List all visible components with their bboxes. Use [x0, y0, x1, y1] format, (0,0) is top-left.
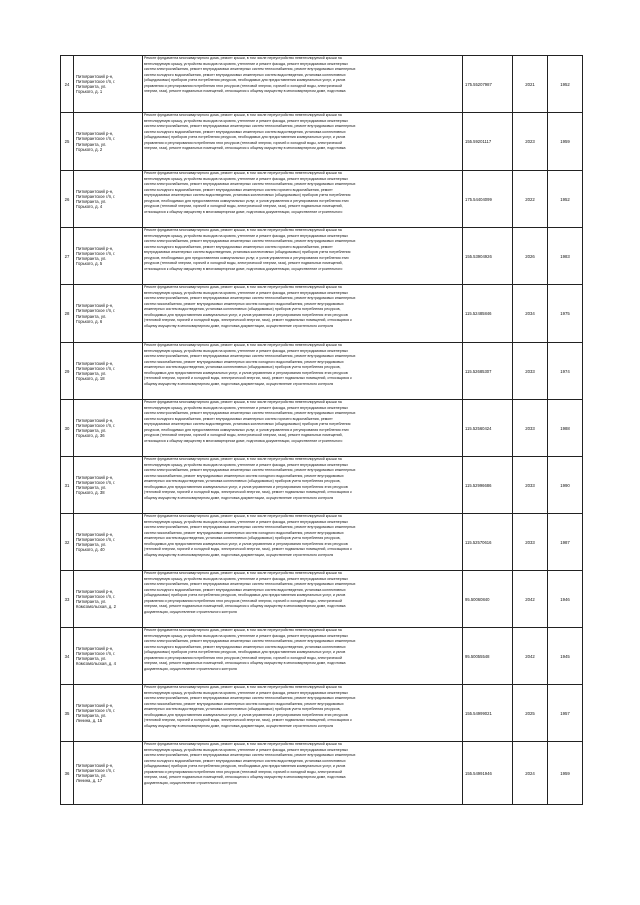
- works-line: вентилируемую крышу, устройство выходов на кровлю, утепление и ремонт фасада, ремонт внутридомовых инженерных: [144, 176, 349, 181]
- address-line: Питкяранта, ул.: [76, 542, 107, 547]
- works-line: необходимых для предоставления коммунальных услуг, и узлов управления и регулирования потребления этих ресурсов: [144, 541, 348, 546]
- cost-cell: 115.52570616: [463, 514, 513, 570]
- works-line: управления и регулирования потребления этих ресурсов (тепловой энергии, горячей и холодной воды, электрической: [144, 140, 343, 145]
- works-line: (тепловой энергии, горячей и холодной воды, электрической энергии, газа), ремонт подвальных помещений, относящихся к: [144, 547, 352, 551]
- cost-cell: 95.50055548: [463, 628, 513, 684]
- row-number: 27: [61, 228, 74, 284]
- repair-year-cell: 2034: [513, 285, 548, 342]
- works-line: систем холодного водоснабжения, ремонт внутридомовых инженерных систем водоотведения, установка коллективных: [144, 72, 346, 77]
- works-line: внутридомовых инженерных систем водоотведения, установка коллективных (общедомовых) приборов учета потребления: [144, 193, 351, 197]
- housing-repair-table: [60, 55, 583, 805]
- works-cell: [143, 56, 463, 112]
- address-line: Питкяранта, ул.: [76, 141, 107, 147]
- build-year-cell: 1987: [548, 514, 583, 570]
- works-line: относящихся к общему имуществу в многоквартирном доме, подготовка документации, осуществление строительного: [144, 209, 343, 214]
- cost-cell: 115.52996686: [463, 457, 513, 513]
- table-row: [61, 457, 583, 514]
- works-line: (тепловой энергии, горячей и холодной воды, электрической энергии, газа), ремонт подвальных помещений, относящихся к: [144, 318, 352, 322]
- works-line: ресурсов, необходимых для предоставления коммунальных услуг, и узлов управления и регулирования потребления этих: [144, 427, 349, 432]
- table-row: [61, 285, 583, 343]
- cost-cell: 155.59201117: [463, 113, 513, 170]
- build-year-cell: 1990: [548, 457, 583, 513]
- row-number: 30: [61, 400, 74, 456]
- address-line: Горького, д. 18: [76, 376, 105, 382]
- build-year-cell: 1945: [548, 628, 583, 684]
- works-line: систем электроснабжения, ремонт внутридомовых инженерных систем теплоснабжения, ремонт внутридомовых инженерных: [144, 67, 356, 71]
- works-line: общему имуществу в многоквартирном доме, подготовка документации, осуществление строительного контроля: [144, 381, 334, 386]
- works-line: (общедомовых) приборов учета потребления ресурсов, необходимых для предоставления коммунальных услуг, и узлов: [144, 650, 346, 654]
- address-cell: [74, 228, 143, 284]
- works-line: систем электроснабжения, ремонт внутридомовых инженерных систем теплоснабжения, ремонт внутридомовых инженерных: [144, 525, 356, 529]
- cost-cell: 115.52485846: [463, 285, 513, 342]
- works-line: вентилируемую крышу, устройство выходов на кровлю, утепление и ремонт фасада, ремонт внутридомовых инженерных: [144, 462, 349, 467]
- works-line: Ремонт фундамента многоквартирного дома, ремонт крыши, в том числе переустройство невентилируемой крыши на: [144, 457, 342, 461]
- works-line: управления и регулирования потребления этих ресурсов (тепловой энергии, горячей и холодной воды, электрической: [144, 769, 343, 774]
- build-year-cell: 1957: [548, 685, 583, 741]
- works-cell: [143, 228, 463, 284]
- repair-year-cell: 2033: [513, 343, 548, 399]
- works-line: вентилируемую крышу, устройство выходов на кровлю, утепление и ремонт фасада, ремонт внутридомовых инженерных: [144, 747, 349, 752]
- works-line: энергии, газа), ремонт подвальных помещений, относящихся к общему имуществу в многоквартирном доме, подготовка: [144, 775, 346, 779]
- works-line: управления и регулирования потребления этих ресурсов (тепловой энергии, горячей и холодной воды, электрической: [144, 598, 343, 603]
- repair-year-cell: 2033: [513, 514, 548, 570]
- works-line: Ремонт фундамента многоквартирного дома, ремонт крыши, в том числе переустройство невентилируемой крыши на: [144, 571, 342, 575]
- works-line: общему имуществу в многоквартирном доме, подготовка документации, осуществление строительного контроля: [144, 552, 334, 557]
- table-row: [61, 628, 583, 685]
- cost-cell: 115.52560424: [463, 400, 513, 456]
- works-cell: [143, 457, 463, 513]
- works-line: управления и регулирования потребления этих ресурсов (тепловой энергии, горячей и холодной воды, электрической: [144, 83, 343, 88]
- works-line: необходимых для предоставления коммунальных услуг, и узлов управления и регулирования потребления этих ресурсов: [144, 312, 348, 317]
- works-cell: [143, 571, 463, 627]
- address-cell: [74, 685, 143, 741]
- table-row: [61, 228, 583, 285]
- works-line: Ремонт фундамента многоквартирного дома, ремонт крыши, в том числе переустройство невентилируемой крыши на: [144, 56, 342, 60]
- cost-cell: 175.54404099: [463, 171, 513, 227]
- works-line: (тепловой энергии, горячей и холодной воды, электрической энергии, газа), ремонт подвальных помещений, относящихся к: [144, 718, 352, 722]
- repair-year-cell: 2023: [513, 113, 548, 170]
- address-line: Питкярантское г/п, г.: [76, 536, 116, 542]
- table-row: [61, 113, 583, 171]
- works-line: инженерных систем водоотведения, установка коллективных (общедомовых) приборов учета потребления ресурсов,: [144, 479, 341, 483]
- repair-year-cell: 2025: [513, 685, 548, 741]
- row-number: 28: [61, 285, 74, 342]
- build-year-cell: 1946: [548, 571, 583, 627]
- address-line: Питкярантское г/п, г.: [76, 308, 116, 314]
- works-cell: [143, 400, 463, 456]
- address-line: Питкярантское г/п, г.: [76, 422, 116, 428]
- works-cell: [143, 343, 463, 399]
- works-line: вентилируемую крышу, устройство выходов на кровлю, утепление и ремонт фасада, ремонт внутридомовых инженерных: [144, 633, 349, 638]
- works-line: систем холодного водоснабжения, ремонт внутридомовых инженерных систем водоотведения, установка коллективных: [144, 644, 346, 649]
- works-line: инженерных систем водоотведения, установка коллективных (общедомовых) приборов учета потребления ресурсов,: [144, 707, 341, 711]
- works-line: систем электроснабжения, ремонт внутридомовых инженерных систем теплоснабжения, ремонт внутридомовых инженерных: [144, 753, 356, 757]
- address-line: Питкярантский р-н,: [76, 188, 114, 194]
- works-line: (общедомовых) приборов учета потребления ресурсов, необходимых для предоставления коммунальных услуг, и узлов: [144, 78, 346, 82]
- address-line: Питкярантский р-н,: [76, 762, 114, 768]
- address-line: Горького, д. 4: [76, 204, 103, 210]
- build-year-cell: 1975: [548, 285, 583, 342]
- works-line: относящихся к общему имуществу в многоквартирном доме, подготовка документации, осуществление строительного: [144, 438, 343, 443]
- works-line: необходимых для предоставления коммунальных услуг, и узлов управления и регулирования потребления этих ресурсов: [144, 484, 348, 489]
- build-year-cell: 1974: [548, 343, 583, 399]
- address-line: Питкяранта, ул.: [76, 485, 107, 490]
- address-line: Питкярантское г/п, г.: [76, 593, 116, 599]
- address-line: Горького, д. 5: [76, 261, 103, 267]
- works-line: Ремонт фундамента многоквартирного дома, ремонт крыши, в том числе переустройство невентилируемой крыши на: [144, 742, 342, 746]
- repair-year-cell: 2024: [513, 742, 548, 804]
- works-line: вентилируемую крышу, устройство выходов на кровлю, утепление и ремонт фасада, ремонт внутридомовых инженерных: [144, 405, 349, 410]
- row-number: 24: [61, 56, 74, 112]
- address-line: Питкярантский р-н,: [76, 245, 114, 251]
- row-number: 25: [61, 113, 74, 170]
- works-line: Ремонт фундамента многоквартирного дома, ремонт крыши, в том числе переустройство невентилируемой крыши на: [144, 285, 342, 289]
- works-line: относящихся к общему имуществу в многоквартирном доме, подготовка документации, осуществление строительного: [144, 266, 343, 271]
- works-line: систем электроснабжения, ремонт внутридомовых инженерных систем теплоснабжения, ремонт внутридомовых инженерных: [144, 354, 356, 358]
- address-line: Питкяранта, ул.: [76, 313, 107, 319]
- address-line: Питкяранта, ул.: [76, 656, 107, 661]
- repair-year-cell: 2042: [513, 571, 548, 627]
- works-line: систем холодного водоснабжения, ремонт внутридомовых инженерных систем водоотведения, установка коллективных: [144, 129, 346, 134]
- works-line: энергии, газа), ремонт подвальных помещений, относящихся к общему имуществу в многоквартирном доме, подготовка: [144, 146, 346, 150]
- works-line: ресурсов, необходимых для предоставления коммунальных услуг, и узлов управления и регулирования потребления этих: [144, 198, 349, 203]
- works-line: вентилируемую крышу, устройство выходов на кровлю, утепление и ремонт фасада, ремонт внутридомовых инженерных: [144, 233, 349, 238]
- table-row: [61, 56, 583, 113]
- build-year-cell: 1988: [548, 400, 583, 456]
- repair-year-cell: 2042: [513, 628, 548, 684]
- row-number: 33: [61, 571, 74, 627]
- address-line: Питкяранта, ул.: [76, 428, 107, 433]
- address-line: Питкярантское г/п, г.: [76, 767, 116, 773]
- cost-cell: 155.54999021: [463, 685, 513, 741]
- address-line: Питкярантский р-н,: [76, 417, 114, 423]
- address-line: Питкяранта, ул.: [76, 713, 107, 718]
- address-line: Питкяранта, ул.: [76, 199, 107, 204]
- address-line: Горького, д. 1: [76, 89, 103, 95]
- address-line: Питкяранта, ул.: [76, 256, 107, 261]
- works-line: энергии, газа), ремонт подвальных помещений, относящихся к общему имуществу в многоквартирном доме, подготовка: [144, 89, 346, 93]
- works-line: Ремонт фундамента многоквартирного дома, ремонт крыши, в том числе переустройство невентилируемой крыши на: [144, 113, 342, 117]
- works-line: систем холодного водоснабжения, ремонт внутридомовых инженерных систем горячего водоснабжения, ремонт: [144, 187, 333, 192]
- works-line: вентилируемую крышу, устройство выходов на кровлю, утепление и ремонт фасада, ремонт внутридомовых инженерных: [144, 290, 349, 295]
- table-row: [61, 514, 583, 571]
- works-line: систем газоснабжения, ремонт внутридомовых инженерных систем холодного водоснабжения, ремонт внутридомовых: [144, 359, 344, 364]
- works-line: энергии, газа), ремонт подвальных помещений, относящихся к общему имуществу в многоквартирном доме, подготовка: [144, 661, 346, 665]
- works-line: общему имуществу в многоквартирном доме, подготовка документации, осуществление строительного контроля: [144, 723, 334, 728]
- works-line: Ремонт фундамента многоквартирного дома, ремонт крыши, в том числе переустройство невентилируемой крыши на: [144, 628, 342, 632]
- build-year-cell: 1952: [548, 171, 583, 227]
- address-line: Питкярантский р-н,: [76, 131, 114, 137]
- table-row: [61, 571, 583, 628]
- address-line: Питкярантский р-н,: [76, 645, 114, 651]
- row-number: 36: [61, 742, 74, 804]
- address-cell: [74, 343, 143, 399]
- works-line: (общедомовых) приборов учета потребления ресурсов, необходимых для предоставления коммунальных услуг, и узлов: [144, 593, 346, 597]
- table-row: [61, 171, 583, 228]
- address-cell: [74, 571, 143, 627]
- address-line: Горького, д. 36: [76, 433, 105, 439]
- works-line: необходимых для предоставления коммунальных услуг, и узлов управления и регулирования потребления этих ресурсов: [144, 712, 348, 717]
- works-line: систем холодного водоснабжения, ремонт внутридомовых инженерных систем водоотведения, установка коллективных: [144, 587, 346, 592]
- build-year-cell: 1959: [548, 113, 583, 170]
- works-line: документации, осуществление строительного контроля: [144, 780, 237, 785]
- works-cell: [143, 685, 463, 741]
- works-line: вентилируемую крышу, устройство выходов на кровлю, утепление и ремонт фасада, ремонт внутридомовых инженерных: [144, 118, 349, 123]
- repair-year-cell: 2033: [513, 400, 548, 456]
- works-line: систем электроснабжения, ремонт внутридомовых инженерных систем теплоснабжения, ремонт внутридомовых инженерных: [144, 468, 356, 472]
- works-line: ресурсов (тепловой энергии, горячей и холодной воды, электрической энергии, газа), ремонт подвальных помещений,: [144, 204, 343, 208]
- works-line: общему имуществу в многоквартирном доме, подготовка документации, осуществление строительного контроля: [144, 323, 334, 328]
- row-number: 34: [61, 628, 74, 684]
- works-line: систем газоснабжения, ремонт внутридомовых инженерных систем холодного водоснабжения, ремонт внутридомовых: [144, 530, 344, 535]
- build-year-cell: 1952: [548, 56, 583, 112]
- address-cell: [74, 742, 143, 804]
- address-cell: [74, 56, 143, 112]
- row-number: 35: [61, 685, 74, 741]
- address-cell: [74, 285, 143, 342]
- works-line: систем газоснабжения, ремонт внутридомовых инженерных систем холодного водоснабжения, ремонт внутридомовых: [144, 473, 344, 478]
- address-line: Питкярантский р-н,: [76, 360, 114, 366]
- works-cell: [143, 285, 463, 342]
- address-line: Питкярантское г/п, г.: [76, 650, 116, 656]
- address-line: Горького, д. 2: [76, 146, 103, 152]
- address-line: Питкярантское г/п, г.: [76, 78, 116, 84]
- works-cell: [143, 514, 463, 570]
- works-line: вентилируемую крышу, устройство выходов на кровлю, утепление и ремонт фасада, ремонт внутридомовых инженерных: [144, 348, 349, 353]
- works-line: (общедомовых) приборов учета потребления ресурсов, необходимых для предоставления коммунальных услуг, и узлов: [144, 135, 346, 139]
- address-line: Питкяранта, ул.: [76, 84, 107, 89]
- works-cell: [143, 742, 463, 804]
- works-line: документации, осуществление строительного контроля: [144, 609, 237, 614]
- address-line: Ленина, д. 15: [76, 718, 103, 724]
- works-cell: [143, 171, 463, 227]
- address-line: Комсомольская, д. 2: [76, 604, 116, 610]
- works-line: систем электроснабжения, ремонт внутридомовых инженерных систем теплоснабжения, ремонт внутридомовых инженерных: [144, 296, 356, 300]
- works-line: систем электроснабжения, ремонт внутридомовых инженерных систем теплоснабжения, ремонт внутридомовых инженерных: [144, 696, 356, 700]
- cost-cell: 95.50060840: [463, 571, 513, 627]
- cost-cell: 155.54991946: [463, 742, 513, 804]
- address-line: Питкярантский р-н,: [76, 531, 114, 537]
- works-line: инженерных систем водоотведения, установка коллективных (общедомовых) приборов учета потребления ресурсов,: [144, 307, 341, 311]
- works-line: систем газоснабжения, ремонт внутридомовых инженерных систем холодного водоснабжения, ремонт внутридомовых: [144, 701, 344, 706]
- repair-year-cell: 2026: [513, 228, 548, 284]
- works-line: систем электроснабжения, ремонт внутридомовых инженерных систем теплоснабжения, ремонт внутридомовых инженерных: [144, 639, 356, 643]
- address-line: Питкярантский р-н,: [76, 702, 114, 708]
- address-cell: [74, 457, 143, 513]
- address-line: Горького, д. 40: [76, 547, 105, 553]
- works-cell: [143, 628, 463, 684]
- address-line: Горького, д. 38: [76, 490, 105, 496]
- works-line: внутридомовых инженерных систем водоотведения, установка коллективных (общедомовых) приборов учета потребления: [144, 250, 351, 254]
- works-line: инженерных систем водоотведения, установка коллективных (общедомовых) приборов учета потребления ресурсов,: [144, 536, 341, 540]
- works-line: систем холодного водоснабжения, ремонт внутридомовых инженерных систем горячего водоснабжения, ремонт: [144, 416, 333, 421]
- works-line: Ремонт фундамента многоквартирного дома, ремонт крыши, в том числе переустройство невентилируемой крыши на: [144, 685, 342, 689]
- works-cell: [143, 113, 463, 170]
- address-line: Ленина, д. 17: [76, 778, 103, 784]
- address-cell: [74, 171, 143, 227]
- works-line: ресурсов (тепловой энергии, горячей и холодной воды, электрической энергии, газа), ремонт подвальных помещений,: [144, 433, 343, 437]
- repair-year-cell: 2033: [513, 457, 548, 513]
- works-line: ресурсов (тепловой энергии, горячей и холодной воды, электрической энергии, газа), ремонт подвальных помещений,: [144, 261, 343, 265]
- works-line: (тепловой энергии, горячей и холодной воды, электрической энергии, газа), ремонт подвальных помещений, относящихся к: [144, 490, 352, 494]
- cost-cell: 175.55207987: [463, 56, 513, 112]
- address-line: Питкярантское г/п, г.: [76, 193, 116, 199]
- works-line: (общедомовых) приборов учета потребления ресурсов, необходимых для предоставления коммунальных услуг, и узлов: [144, 764, 346, 768]
- works-line: Ремонт фундамента многоквартирного дома, ремонт крыши, в том числе переустройство невентилируемой крыши на: [144, 400, 342, 404]
- address-line: Питкярантский р-н,: [76, 303, 114, 309]
- address-line: Питкярантское г/п, г.: [76, 250, 116, 256]
- works-line: вентилируемую крышу, устройство выходов на кровлю, утепление и ремонт фасада, ремонт внутридомовых инженерных: [144, 519, 349, 524]
- address-line: Питкяранта, ул.: [76, 599, 107, 604]
- row-number: 29: [61, 343, 74, 399]
- works-line: систем холодного водоснабжения, ремонт внутридомовых инженерных систем горячего водоснабжения, ремонт: [144, 244, 333, 249]
- works-line: систем электроснабжения, ремонт внутридомовых инженерных систем теплоснабжения, ремонт внутридомовых инженерных: [144, 582, 356, 586]
- works-line: необходимых для предоставления коммунальных услуг, и узлов управления и регулирования потребления этих ресурсов: [144, 370, 348, 375]
- works-line: документации, осуществление строительного контроля: [144, 666, 237, 671]
- address-line: Питкярантское г/п, г.: [76, 479, 116, 485]
- works-line: вентилируемую крышу, устройство выходов на кровлю, утепление и ремонт фасада, ремонт внутридомовых инженерных: [144, 690, 349, 695]
- works-line: систем холодного водоснабжения, ремонт внутридомовых инженерных систем водоотведения, установка коллективных: [144, 758, 346, 763]
- cost-cell: 155.53904926: [463, 228, 513, 284]
- row-number: 32: [61, 514, 74, 570]
- works-line: систем электроснабжения, ремонт внутридомовых инженерных систем теплоснабжения, ремонт внутридомовых инженерных: [144, 124, 356, 128]
- address-line: Питкярантский р-н,: [76, 474, 114, 480]
- works-line: Ремонт фундамента многоквартирного дома, ремонт крыши, в том числе переустройство невентилируемой крыши на: [144, 514, 342, 518]
- works-line: систем электроснабжения, ремонт внутридомовых инженерных систем теплоснабжения, ремонт внутридомовых инженерных: [144, 411, 356, 415]
- address-cell: [74, 113, 143, 170]
- works-line: инженерных систем водоотведения, установка коллективных (общедомовых) приборов учета потребления ресурсов,: [144, 365, 341, 369]
- works-line: вентилируемую крышу, устройство выходов на кровлю, утепление и ремонт фасада, ремонт внутридомовых инженерных: [144, 61, 349, 66]
- table-row: [61, 400, 583, 457]
- table-row: [61, 742, 583, 805]
- works-line: ресурсов, необходимых для предоставления коммунальных услуг, и узлов управления и регулирования потребления этих: [144, 255, 349, 260]
- address-line: Питкярантское г/п, г.: [76, 707, 116, 713]
- address-line: Горького, д. 6: [76, 318, 103, 324]
- works-line: общему имуществу в многоквартирном доме, подготовка документации, осуществление строительного контроля: [144, 495, 334, 500]
- works-line: вентилируемую крышу, устройство выходов на кровлю, утепление и ремонт фасада, ремонт внутридомовых инженерных: [144, 576, 349, 581]
- works-line: систем электроснабжения, ремонт внутридомовых инженерных систем теплоснабжения, ремонт внутридомовых инженерных: [144, 239, 356, 243]
- address-line: Питкярантский р-н,: [76, 73, 114, 79]
- address-line: Питкяранта, ул.: [76, 773, 107, 778]
- works-line: управления и регулирования потребления этих ресурсов (тепловой энергии, горячей и холодной воды, электрической: [144, 655, 343, 660]
- works-line: внутридомовых инженерных систем водоотведения, установка коллективных (общедомовых) приборов учета потребления: [144, 422, 351, 426]
- address-cell: [74, 400, 143, 456]
- works-line: энергии, газа), ремонт подвальных помещений, относящихся к общему имуществу в многоквартирном доме, подготовка: [144, 604, 346, 608]
- address-cell: [74, 514, 143, 570]
- repair-year-cell: 2021: [513, 56, 548, 112]
- row-number: 31: [61, 457, 74, 513]
- table-row: [61, 343, 583, 400]
- row-number: 26: [61, 171, 74, 227]
- address-line: Питкярантское г/п, г.: [76, 136, 116, 142]
- address-line: Питкяранта, ул.: [76, 371, 107, 376]
- build-year-cell: 1983: [548, 228, 583, 284]
- works-line: Ремонт фундамента многоквартирного дома, ремонт крыши, в том числе переустройство невентилируемой крыши на: [144, 171, 342, 175]
- table-row: [61, 685, 583, 742]
- address-line: Питкярантское г/п, г.: [76, 365, 116, 371]
- works-line: Ремонт фундамента многоквартирного дома, ремонт крыши, в том числе переустройство невентилируемой крыши на: [144, 343, 342, 347]
- address-cell: [74, 628, 143, 684]
- build-year-cell: 1959: [548, 742, 583, 804]
- address-line: Комсомольская, д. 4: [76, 661, 116, 667]
- cost-cell: 115.52685307: [463, 343, 513, 399]
- works-line: (тепловой энергии, горячей и холодной воды, электрической энергии, газа), ремонт подвальных помещений, относящихся к: [144, 376, 352, 380]
- works-line: систем газоснабжения, ремонт внутридомовых инженерных систем холодного водоснабжения, ремонт внутридомовых: [144, 301, 344, 306]
- repair-year-cell: 2022: [513, 171, 548, 227]
- works-line: Ремонт фундамента многоквартирного дома, ремонт крыши, в том числе переустройство невентилируемой крыши на: [144, 228, 342, 232]
- works-line: систем электроснабжения, ремонт внутридомовых инженерных систем теплоснабжения, ремонт внутридомовых инженерных: [144, 182, 356, 186]
- address-line: Питкярантский р-н,: [76, 588, 114, 594]
